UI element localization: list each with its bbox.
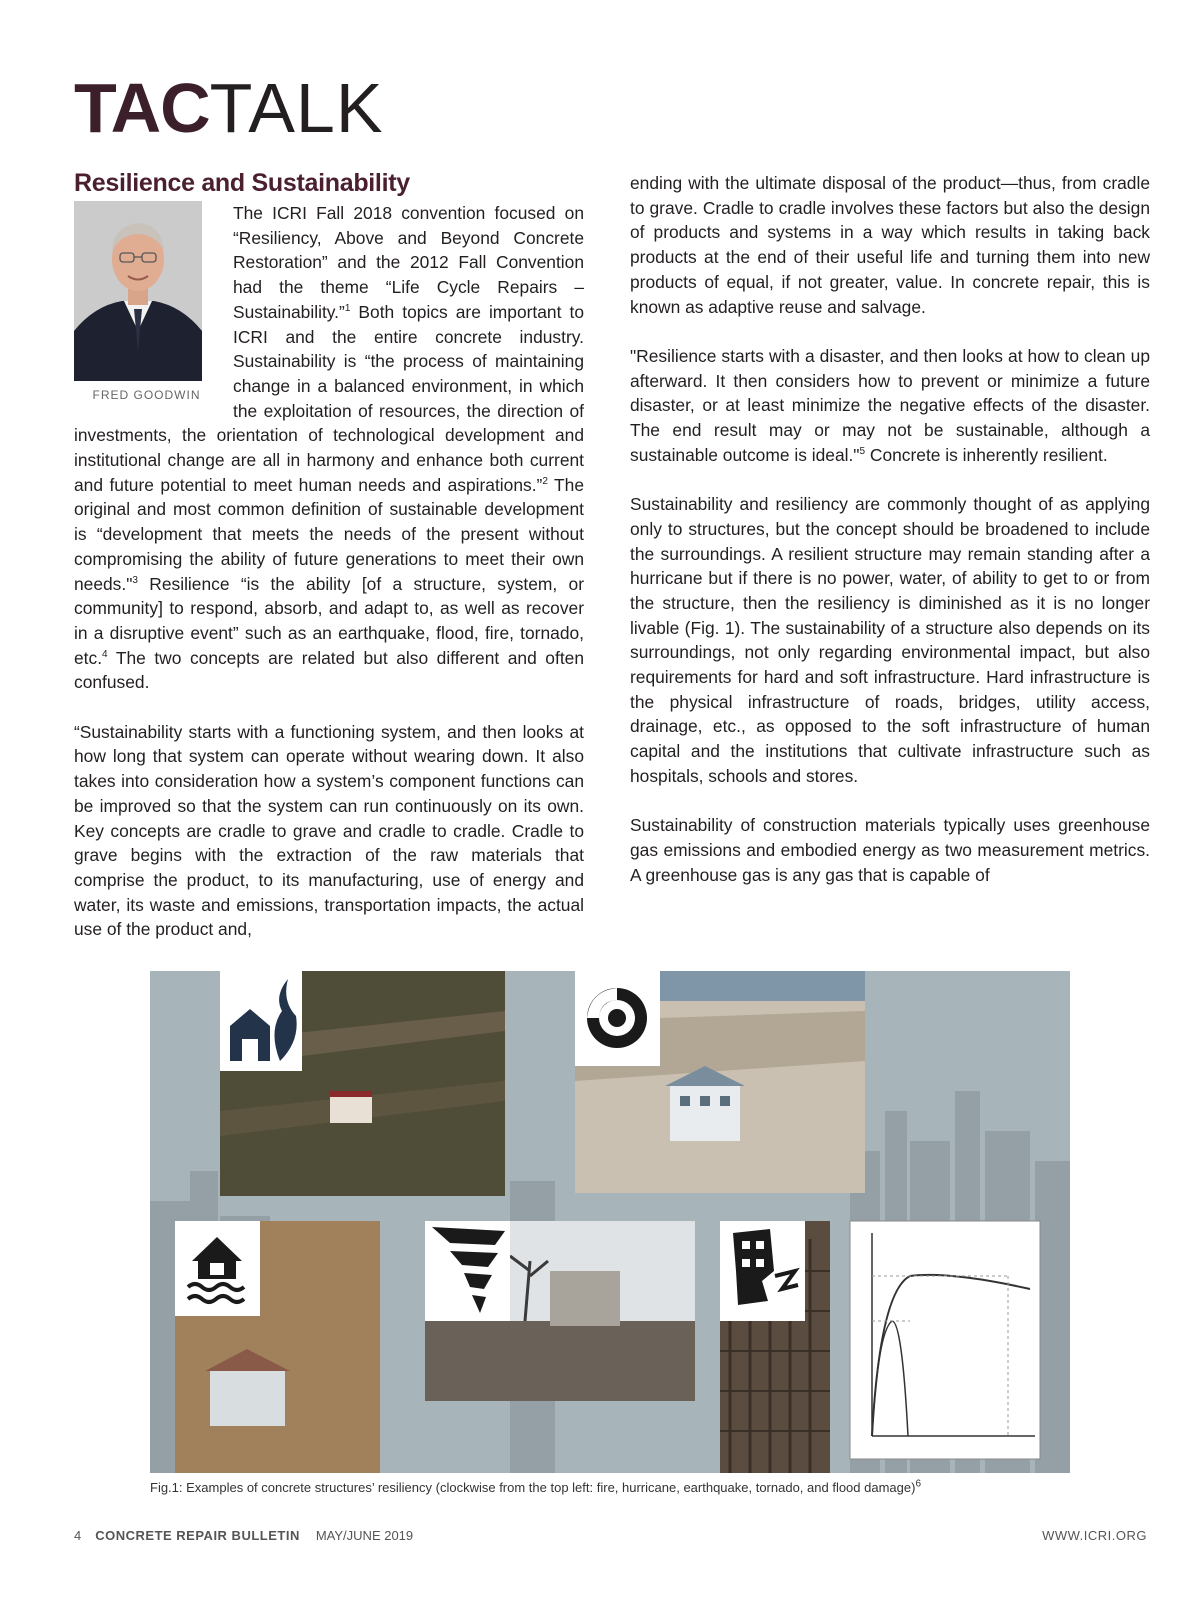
page-number: 4 [74,1528,82,1543]
tornado-icon [425,1221,510,1321]
left-paragraph-1: The ICRI Fall 2018 convention focused on “Resiliency, Above and Beyond Concrete Restoration” and the 2012 Fall Convention had the theme “Life Cycle Repairs – Sustainability.”$^1$ Both topics are important to ICRI and the entire concrete industry. Sustainability is “the process of maintaining change in a balanced environment, in which the exploitation of resources, the direction of investments, the orientation of technological development and institutional change are all in harmony and enhance both current and future potential to meet human needs and aspirations.”$^2$ The original and most common definition of sustainable development is “development that meets the needs of the present without compromising the ability of future generations to meet their own needs."$^3$ Resilience “is the ability [of a structure, system, or community] to respond, absorb, and adapt to, as well as recover in a disruptive event” such as an earthquake, flood, fire, tornado, etc.$^4$ The two concepts are related but also different and often confused. [74,203,584,693]
right-paragraph-2: "Resilience starts with a disaster, and then looks at how to clean up afterward. It then considers how to prevent or minimize a future disaster, or at least minimize the negative effects of the disaster. The end result may or may not be sustainable, although a sustainable outcome is ideal."$^5$ Concrete is inherently resilient. [630,345,1150,465]
left-column [74,167,584,942]
author-block [74,201,219,403]
footer-left [74,1528,413,1543]
left-paragraph-2: “Sustainability starts with a functioning system, and then looks at how long that system can operate without wearing down. It also takes into consideration how a system’s component functions can be improved so that the system can run continuously on its own. Key concepts are cradle to grave and cradle to cradle. Cradle to grave begins with the extraction of the raw materials that comprise the product, to its manufacturing, use of energy and water, its waste and emissions, transportation impacts, the actual use of the product and, [74,721,584,940]
header-talk: TALK [209,69,384,147]
figure-1 [150,971,1070,1473]
hurricane-icon [575,971,660,1066]
stress-strain-chart [850,1221,1040,1459]
article-title: Resilience and Sustainability [74,169,410,197]
issue-date: MAY/JUNE 2019 [315,1528,414,1543]
section-header [74,68,384,148]
header-tac: TAC [74,69,210,147]
author-caption: FRED GOODWIN [92,388,201,402]
right-column [630,171,1150,887]
fire-icon [220,971,302,1071]
earthquake-icon [720,1221,805,1321]
flood-icon [175,1221,260,1316]
figure-caption: Fig.1: Examples of concrete structures’ resiliency (clockwise from the top left: fire, hurricane, earthquake, tornado, and flood damage)$^6$ [150,1478,922,1495]
right-paragraph-4: Sustainability of construction materials typically uses greenhouse gas emissions and embodied energy as two measurement metrics. A greenhouse gas is any gas that is capable of [630,815,1150,885]
right-paragraph-3: Sustainability and resiliency are commonly thought of as applying only to structures, but the concept should be broadened to include the surroundings. A resilient structure may remain standing after a hurricane but if there is no power, water, of ability to get to or from the structure, then the resiliency is diminished as it is no longer livable (Fig. 1). The sustainability of a structure also depends on its surroundings, not only regarding environmental impact, but also requirements for hard and soft infrastructure. Hard infrastructure is the physical infrastructure of roads, bridges, utility access, drainage, etc., as opposed to the soft infrastructure of human capital and the institutions that cultivate infrastructure such as hospitals, schools and stores. [630,494,1150,786]
right-paragraph-1: ending with the ultimate disposal of the product—thus, from cradle to grave. Cradle to cradle involves these factors but also the design of products and systems in a way which results in taking back products at the end of their useful life and turning them into new products of equal, if not greater, value. In concrete repair, this is known as adaptive reuse and salvage. [630,173,1150,317]
author-photo [74,201,202,381]
publication-name: CONCRETE REPAIR BULLETIN [95,1528,300,1543]
footer-website[interactable]: WWW.ICRI.ORG [1042,1528,1147,1543]
